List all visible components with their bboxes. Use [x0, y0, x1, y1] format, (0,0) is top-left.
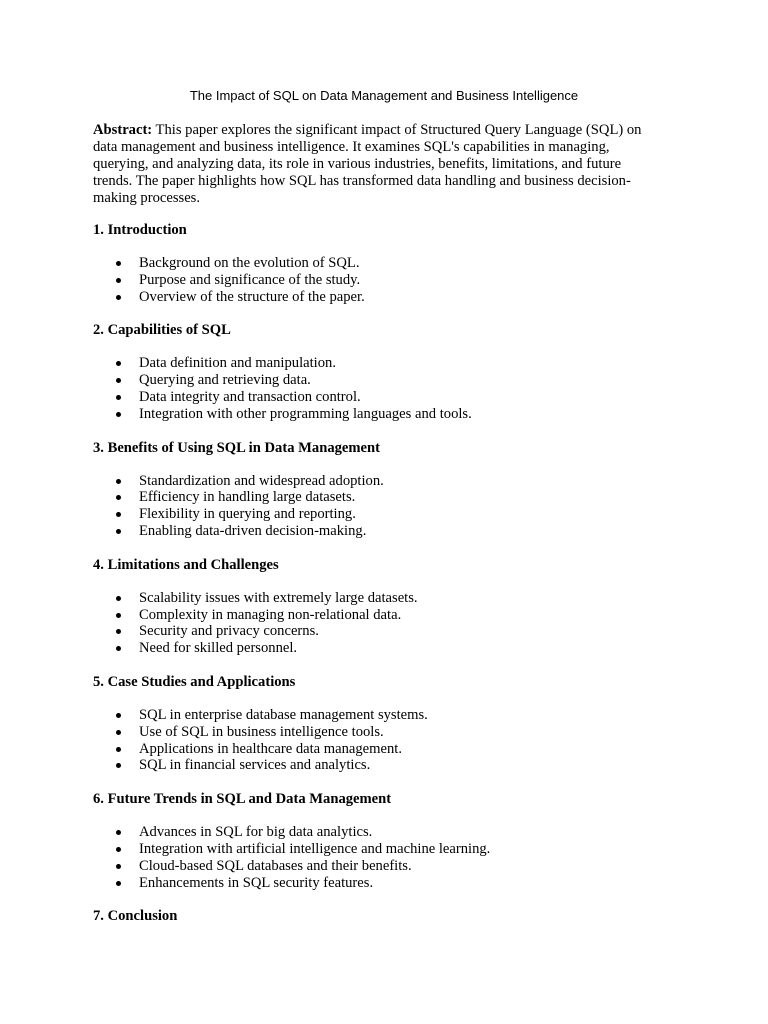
- section-heading: 6. Future Trends in SQL and Data Management: [93, 791, 392, 808]
- list-item: [93, 875, 693, 892]
- bullet-icon: [116, 395, 121, 400]
- bullet-list: [93, 355, 693, 422]
- section-heading: 7. Conclusion: [93, 908, 178, 925]
- list-item-text: SQL in financial services and analytics.: [139, 757, 371, 774]
- list-item-text: Scalability issues with extremely large datasets.: [139, 589, 418, 606]
- bullet-icon: [116, 596, 121, 601]
- list-item-text: Integration with other programming languages and tools.: [139, 405, 472, 422]
- list-item-text: Purpose and significance of the study.: [139, 271, 361, 288]
- section-heading: 2. Capabilities of SQL: [93, 322, 231, 339]
- paper-outline: [93, 222, 693, 925]
- section-benefits: [93, 440, 693, 540]
- bullet-icon: [116, 730, 121, 735]
- section-heading: 1. Introduction: [93, 222, 187, 238]
- list-item-text: SQL in enterprise database management systems.: [139, 706, 428, 723]
- list-item: [93, 623, 693, 640]
- abstract-label: Abstract:: [93, 122, 153, 138]
- list-item-text: Integration with artificial intelligence and machine learning.: [139, 840, 491, 857]
- bullet-icon: [116, 646, 121, 651]
- list-item: [93, 272, 693, 289]
- list-item: [93, 473, 693, 490]
- bullet-list: [93, 255, 693, 305]
- bullet-icon: [116, 747, 121, 752]
- list-item: [93, 590, 693, 607]
- section-case-studies: [93, 674, 693, 774]
- list-item-text: Data definition and manipulation.: [139, 355, 336, 372]
- abstract-line: trends. The paper highlights how SQL has transformed data handling and business decision-: [93, 173, 631, 189]
- list-item-text: Cloud-based SQL databases and their benefits.: [139, 857, 412, 874]
- list-item-text: Flexibility in querying and reporting.: [139, 506, 356, 523]
- bullet-icon: [116, 495, 121, 500]
- abstract-line: querying, and analyzing data, its role in various industries, benefits, limitations, and future: [93, 156, 622, 172]
- section-capabilities: [93, 322, 693, 422]
- bullet-icon: [116, 763, 121, 768]
- section-introduction: [93, 222, 693, 305]
- bullet-icon: [116, 378, 121, 383]
- list-item-text: Use of SQL in business intelligence tools.: [139, 723, 384, 740]
- paper-title: The Impact of SQL on Data Management and Business Intelligence: [189, 88, 579, 103]
- list-item-text: Enhancements in SQL security features.: [139, 874, 374, 891]
- section-limitations: [93, 557, 693, 657]
- bullet-icon: [116, 512, 121, 517]
- bullet-icon: [116, 361, 121, 366]
- list-item-text: Background on the evolution of SQL.: [139, 255, 360, 271]
- list-item-text: Security and privacy concerns.: [139, 623, 319, 640]
- list-item-text: Enabling data-driven decision-making.: [139, 522, 367, 539]
- bullet-list: [93, 590, 693, 657]
- bullet-icon: [116, 295, 121, 300]
- list-item-text: Complexity in managing non-relational data.: [139, 606, 402, 623]
- list-item: [93, 724, 693, 741]
- bullet-icon: [116, 529, 121, 534]
- abstract-line: making processes.: [93, 190, 200, 206]
- abstract-line: [93, 122, 683, 139]
- list-item: [93, 489, 693, 506]
- list-item: [93, 255, 693, 272]
- list-item: [93, 372, 693, 389]
- bullet-list: [93, 824, 693, 891]
- list-item: [93, 506, 693, 523]
- bullet-icon: [116, 479, 121, 484]
- list-item-text: Overview of the structure of the paper.: [139, 288, 365, 305]
- list-item: [93, 406, 693, 423]
- bullet-icon: [116, 713, 121, 718]
- bullet-icon: [116, 412, 121, 417]
- bullet-icon: [116, 278, 121, 283]
- list-item: [93, 741, 693, 758]
- list-item-text: Need for skilled personnel.: [139, 640, 298, 657]
- abstract-paragraph: [93, 122, 683, 207]
- list-item: [93, 707, 693, 724]
- list-item: [93, 355, 693, 372]
- bullet-icon: [116, 613, 121, 618]
- section-future-trends: [93, 791, 693, 891]
- bullet-list: [93, 473, 693, 540]
- bullet-icon: [116, 830, 121, 835]
- bullet-list: [93, 707, 693, 774]
- list-item: [93, 824, 693, 841]
- bullet-icon: [116, 881, 121, 886]
- list-item-text: Applications in healthcare data management.: [139, 740, 402, 757]
- section-heading: 4. Limitations and Challenges: [93, 556, 279, 573]
- bullet-icon: [116, 864, 121, 869]
- list-item: [93, 757, 693, 774]
- list-item: [93, 289, 693, 306]
- list-item: [93, 523, 693, 540]
- list-item-text: Advances in SQL for big data analytics.: [139, 824, 373, 841]
- abstract-text: This paper explores the significant impact of Structured Query Language (SQL) on: [152, 122, 642, 138]
- list-item-text: Data integrity and transaction control.: [139, 388, 361, 405]
- list-item-text: Standardization and widespread adoption.: [139, 472, 384, 489]
- list-item: [93, 389, 693, 406]
- bullet-icon: [116, 629, 121, 634]
- bullet-icon: [116, 847, 121, 852]
- list-item: [93, 607, 693, 624]
- bullet-icon: [116, 261, 121, 266]
- section-conclusion: [93, 908, 693, 925]
- list-item: [93, 858, 693, 875]
- section-heading: 3. Benefits of Using SQL in Data Management: [93, 439, 381, 456]
- list-item-text: Efficiency in handling large datasets.: [139, 489, 356, 506]
- list-item: [93, 640, 693, 657]
- section-heading: 5. Case Studies and Applications: [93, 673, 296, 690]
- list-item: [93, 841, 693, 858]
- list-item-text: Querying and retrieving data.: [139, 372, 311, 389]
- abstract-line: data management and business intelligence. It examines SQL's capabilities in managing,: [93, 139, 610, 155]
